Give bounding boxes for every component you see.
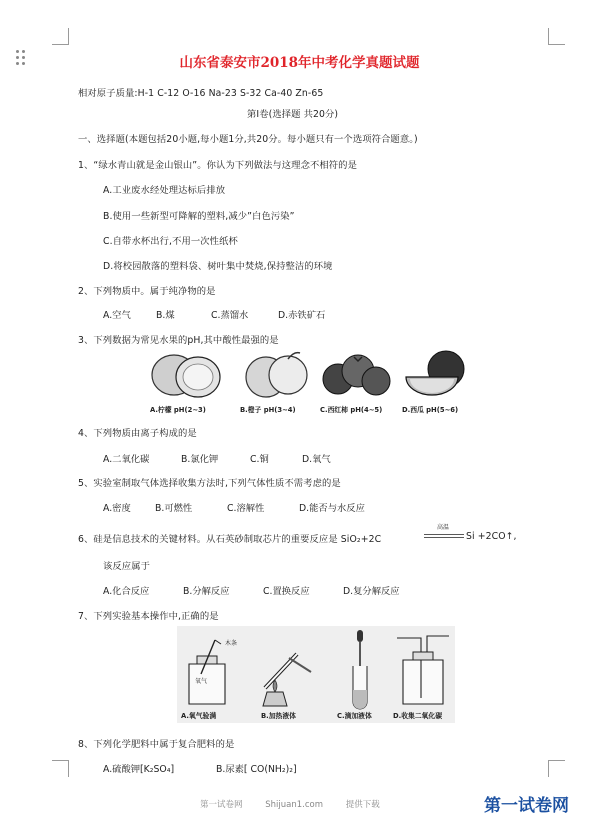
question-4-option-a: A.二氧化碳: [103, 454, 150, 465]
question-4-stem: 4、下列物质由离子构成的是: [78, 428, 197, 439]
question-1-option-a: A.工业废水经处理达标后排放: [103, 185, 226, 196]
question-2-option-c: C.蒸馏水: [211, 310, 249, 321]
question-5-stem: 5、实验室制取气体选择收集方法时,下列气体性质不需考虑的是: [78, 478, 341, 489]
lab-operations-image: [177, 626, 455, 723]
question-5-option-d: D.能否与水反应: [299, 503, 365, 514]
lab-caption-c: C.滴加液体: [337, 712, 372, 720]
question-8-option-a: A.硫酸钾[K₂SO₄]: [103, 764, 175, 775]
oxygen-label: 氧气: [195, 678, 208, 685]
question-2-option-d: D.赤铁矿石: [278, 310, 326, 321]
question-4-option-c: C.铜: [250, 454, 269, 465]
reaction-products: Si +2CO↑,: [466, 531, 517, 542]
question-8-stem: 8、下列化学肥料中属于复合肥料的是: [78, 739, 235, 750]
question-1-option-c: C.自带水杯出行,不用一次性纸杯: [103, 236, 238, 247]
margin-corner-bottom-right: [548, 760, 565, 777]
question-4-option-d: D.氧气: [302, 454, 331, 465]
question-8-option-b: B.尿素[ CO(NH₂)₂]: [216, 764, 297, 775]
reaction-condition: 高温: [437, 524, 450, 531]
watermelon-image: [402, 347, 478, 417]
question-1-option-d: D.将校园散落的塑料袋、树叶集中焚烧,保持整洁的环境: [103, 261, 333, 272]
footer-note: 提供下载: [345, 800, 380, 810]
question-7-stem: 7、下列实验基本操作中,正确的是: [78, 611, 219, 622]
footer-site: 第一试卷网: [200, 800, 243, 810]
wood-stick-label: 木条: [225, 640, 238, 647]
question-6-stem: 6、硅是信息技术的关键材料。从石英砂制取芯片的重要反应是 SiO₂+2C: [78, 534, 382, 545]
lab-caption-a: A.氧气验满: [181, 712, 217, 720]
lemon-image: [150, 347, 226, 417]
question-6-options: [103, 583, 503, 595]
question-2-option-b: B.煤: [156, 310, 175, 321]
question-2-options: [103, 307, 503, 319]
question-5-options: [103, 500, 503, 512]
question-6-option-c: C.置换反应: [263, 586, 310, 597]
question-5-option-b: B.可燃性: [155, 503, 193, 514]
question-5-option-c: C.溶解性: [227, 503, 265, 514]
fruit-caption-d: D.西瓜 pH(5~6): [402, 406, 459, 414]
question-6-option-d: D.复分解反应: [343, 586, 400, 597]
question-6-option-b: B.分解反应: [183, 586, 230, 597]
question-6-stem-2: 该反应属于: [103, 561, 150, 572]
fruit-images: [150, 347, 460, 417]
question-1-stem: 1、“绿水青山就是金山银山”。你认为下列做法与这理念不相符的是: [78, 160, 357, 171]
lab-caption-b: B.加热液体: [261, 712, 296, 720]
atomic-masses: 相对原子质量:H-1 C-12 O-16 Na-23 S-32 Ca-40 Zn-65: [78, 88, 324, 99]
watermark-logo: 第一试卷网: [484, 796, 569, 816]
reaction-arrow-icon: [424, 533, 464, 539]
question-8-options: [103, 761, 503, 773]
question-4-option-b: B.氯化钾: [181, 454, 219, 465]
question-3-stem: 3、下列数据为常见水果的pH,其中酸性最强的是: [78, 335, 279, 346]
page-footer: [200, 798, 400, 810]
fruit-caption-c: C.西红柿 pH(4~5): [320, 406, 383, 414]
question-2-stem: 2、下列物质中。属于纯净物的是: [78, 286, 216, 297]
question-4-options: [103, 451, 503, 463]
fruit-caption-b: B.橙子 pH(3~4): [240, 406, 296, 414]
question-1-option-b: B.使用一些新型可降解的塑料,减少”白色污染”: [103, 211, 295, 222]
question-5-option-a: A.密度: [103, 503, 131, 514]
margin-corner-top-right: [548, 28, 565, 45]
instructions: 一、选择题(本题包括20小题,每小题1分,共20分。每小题只有一个选项符合题意。): [78, 134, 418, 145]
question-2-option-a: A.空气: [103, 310, 131, 321]
orange-image: [240, 347, 316, 417]
page-title: 山东省泰安市2018年中考化学真题试题: [179, 55, 420, 71]
tomato-image: [320, 347, 396, 417]
margin-corner-bottom-left: [52, 760, 69, 777]
footer-url[interactable]: Shijuan1.com: [265, 800, 323, 810]
question-6-option-a: A.化合反应: [103, 586, 150, 597]
fruit-caption-a: A.柠檬 pH(2~3): [150, 406, 206, 414]
margin-corner-top-left: [52, 28, 69, 45]
lab-caption-d: D.收集二氧化碳: [393, 712, 443, 720]
section-title: 第Ⅰ卷(选择题 共20分): [247, 109, 339, 120]
